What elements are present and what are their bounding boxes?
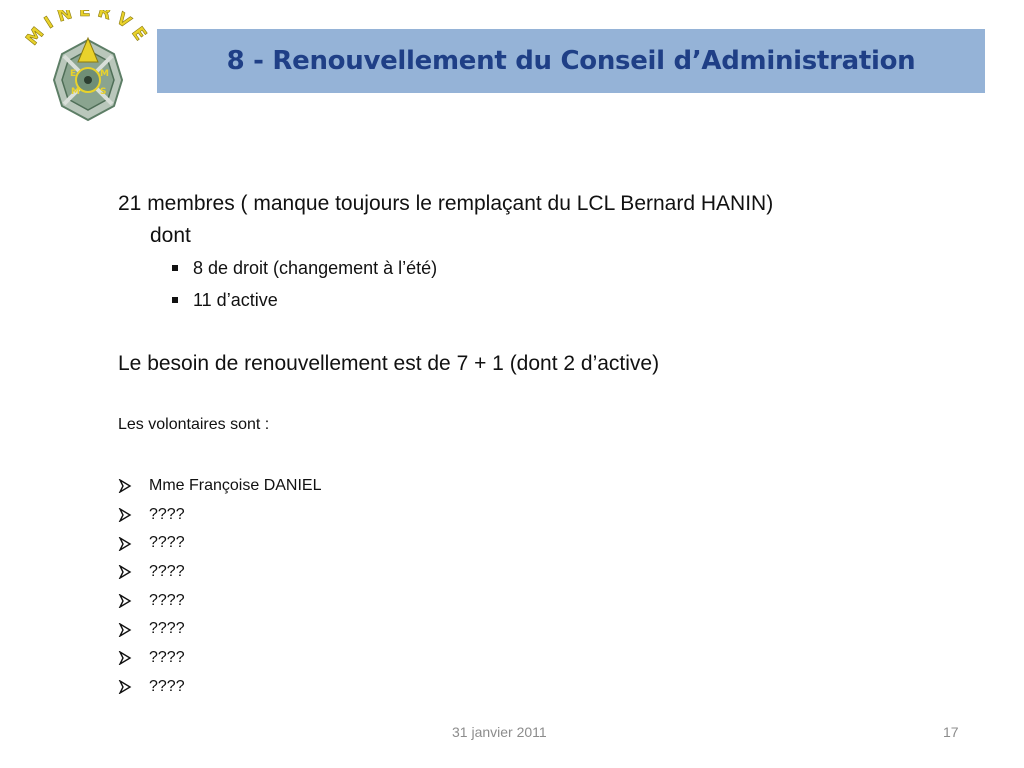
logo-letter-m1: M [100, 69, 109, 79]
arrow-bullet-icon [118, 680, 132, 694]
logo-arc-text: MINERVE [22, 10, 154, 50]
arrow-bullet-icon [118, 651, 132, 665]
volunteer-name: ???? [149, 505, 185, 523]
title-bar [157, 29, 985, 93]
volunteer-name: Mme Françoise DANIEL [149, 477, 322, 494]
minerve-emblem-icon [18, 10, 158, 130]
volunteer-name: ???? [149, 591, 185, 609]
square-bullet-icon [172, 265, 178, 271]
volunteer-name: ???? [149, 563, 185, 581]
need-paragraph: Le besoin de renouvellement est de 7 + 1 (dont 2 d’active) [118, 352, 660, 375]
logo-letter-s: S [100, 87, 107, 97]
intro-line-2: dont [150, 224, 191, 247]
sub-bullet-text: 11 d’active [193, 290, 278, 310]
intro-line-1: 21 membres ( manque toujours le remplaçant du LCL Bernard HANIN) [118, 192, 774, 215]
list-item [118, 587, 322, 616]
slide-content [118, 188, 948, 695]
list-item [118, 472, 322, 501]
arrow-bullet-icon [118, 594, 132, 608]
list-item [118, 615, 322, 644]
arrow-bullet-icon [118, 565, 132, 579]
logo-letter-e: E [70, 69, 77, 79]
list-item [118, 673, 322, 702]
footer-date: 31 janvier 2011 [452, 724, 547, 740]
page-number: 17 [943, 724, 959, 740]
volunteer-name: ???? [149, 620, 185, 638]
volunteer-name: ???? [149, 677, 185, 695]
sub-bullet-text: 8 de droit (changement à l’été) [193, 258, 438, 278]
minerve-logo [18, 10, 158, 130]
intro-paragraph [118, 188, 948, 252]
logo-letter-m2: M [71, 87, 80, 97]
arrow-bullet-icon [118, 537, 132, 551]
arrow-bullet-icon [118, 623, 132, 637]
list-item [118, 644, 322, 673]
arrow-bullet-icon [118, 508, 132, 522]
sub-bullet-list [118, 252, 948, 316]
volunteer-name: ???? [149, 649, 185, 667]
list-item [118, 558, 322, 587]
list-item [118, 252, 948, 284]
slide-title: 8 - Renouvellement du Conseil d’Administration [226, 46, 916, 76]
square-bullet-icon [172, 297, 178, 303]
volunteers-heading: Les volontaires sont : [118, 416, 270, 433]
list-item [118, 529, 322, 558]
arrow-bullet-icon [118, 479, 132, 493]
list-item [118, 501, 322, 530]
volunteer-name: ???? [149, 534, 185, 552]
list-item [118, 284, 948, 316]
volunteers-list [118, 472, 322, 702]
